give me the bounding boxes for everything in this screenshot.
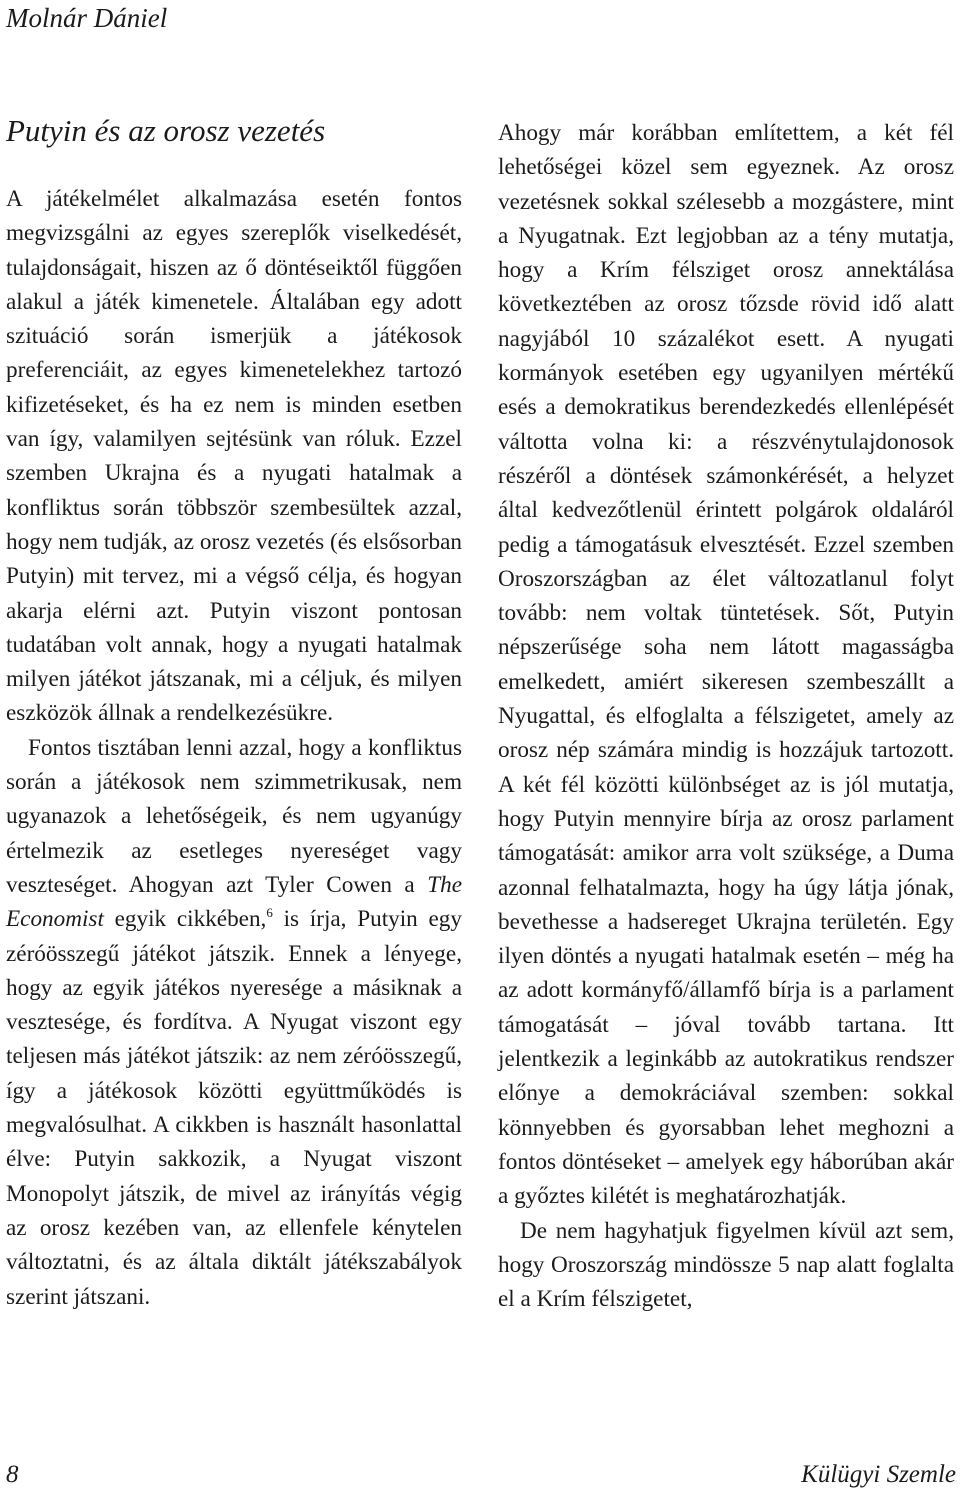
- paragraph-text: egyik cikkében,: [103, 906, 267, 933]
- running-head-author: Molnár Dániel: [6, 3, 168, 33]
- right-column: [498, 116, 954, 1316]
- footnote-reference: 6: [266, 905, 273, 921]
- left-column: [6, 182, 462, 1314]
- paragraph-text: is írja, Putyin egy zéróösszegű játékot játszik. Ennek a lényege, hogy az egyik játékos nyeresége a másiknak a vesztesége, és fordítva. A Nyugat viszont egy teljesen más játékot játszik: az nem zéróösszegű, így a játékosok közötti együttműködés is megvalósulhat. A cikkben is használt hasonlattal élve: Putyin sakkozik, a Nyugat viszont Monopolyt játszik, de mivel az irányítás végig az orosz kezében van, az ellenfele kénytelen változtatni, és az általa diktált játékszabályok szerint játszani.: [6, 906, 462, 1310]
- paragraph: De nem hagyhatjuk figyelmen kívül azt sem, hogy Oroszország mindössze 5 nap alatt foglalta el a Krím félszigetet,: [498, 1217, 954, 1313]
- section-title: Putyin és az orosz vezetés: [6, 113, 326, 148]
- paragraph-text: Fontos tisztában lenni azzal, hogy a konfliktus során a játékosok nem szimmetrikusak, nem ugyanazok a lehetőségeik, és nem ugyanúgy értelmezik az esetleges nyereséget vagy veszteséget. Ahogyan azt Tyler Cowen a: [6, 734, 462, 898]
- publication-title: The Economist: [6, 871, 462, 933]
- paragraph: A játékelmélet alkalmazása esetén fontos megvizsgálni az egyes szereplők viselkedését, tulajdonságait, hiszen az ő döntéseiktől függően alakul a játék kimenetele. Általában egy adott szituáció során ismerjük a játékosok preferenciáit, az egyes kimenetelekhez tartozó kifizetéseket, és ha ez nem is minden esetben van így, valamilyen sejtésünk van róluk. Ezzel szemben Ukrajna és a nyugati hatalmak a konfliktus során többször szembesültek azzal, hogy nem tudják, az orosz vezetés (és elsősorban Putyin) mit tervez, mi a végső célja, és hogyan akarja elérni azt. Putyin viszont pontosan tudatában volt annak, hogy a nyugati hatalmak milyen játékot játszanak, mi a céljuk, és milyen eszközök állnak a rendelkezésükre.: [6, 186, 462, 727]
- page-number: 8: [6, 1461, 19, 1488]
- paragraph: [6, 731, 462, 1314]
- journal-name: Külügyi Szemle: [801, 1461, 956, 1488]
- paragraph: Ahogy már korábban említettem, a két fél lehetőségei közel sem egyeznek. Az orosz vezetésnek sokkal szélesebb a mozgástere, mint a Nyugatnak. Ezt legjobban az a tény mutatja, hogy a Krím félsziget orosz annektálása következtében az orosz tőzsde rövid idő alatt nagyjából 10 százalékot esett. A nyugati kormányok esetében egy ugyanilyen mértékű esés a demokratikus berendezkedés ellenlépését váltotta volna ki: a részvénytulajdonosok részéről a döntések számonkérését, a helyzet által kedvezőtlenül érintett polgárok oldaláról pedig a támogatásuk elvesztését. Ezzel szemben Oroszországban az élet változatlanul folyt tovább: nem voltak tüntetések. Sőt, Putyin népszerűsége soha nem látott magasságba emelkedett, amiért sikeresen szembeszállt a Nyugattal, és elfoglalta a félszigetet, amely az orosz nép számára mindig is hozzájuk tartozott. A két fél közötti különbséget az is jól mutatja, hogy Putyin mennyire bírja az orosz parlament támogatását: amikor arra volt szüksége, a Duma azonnal felhatalmazta, hogy ha úgy látja jónak, bevethesse a hadsereget Ukrajna területén. Egy ilyen döntés a nyugati hatalmak esetén – még ha az adott kormányfő/államfő bírja is a parlament támogatását – jóval tovább tartana. Itt jelentkezik a leginkább az autokratikus rendszer előnye a demokráciával szemben: sokkal könnyebben és gyorsabban lehet meghozni a fontos döntéseket – amelyek egy háborúban akár a győztes kilétét is meghatározhatják.: [498, 120, 954, 1210]
